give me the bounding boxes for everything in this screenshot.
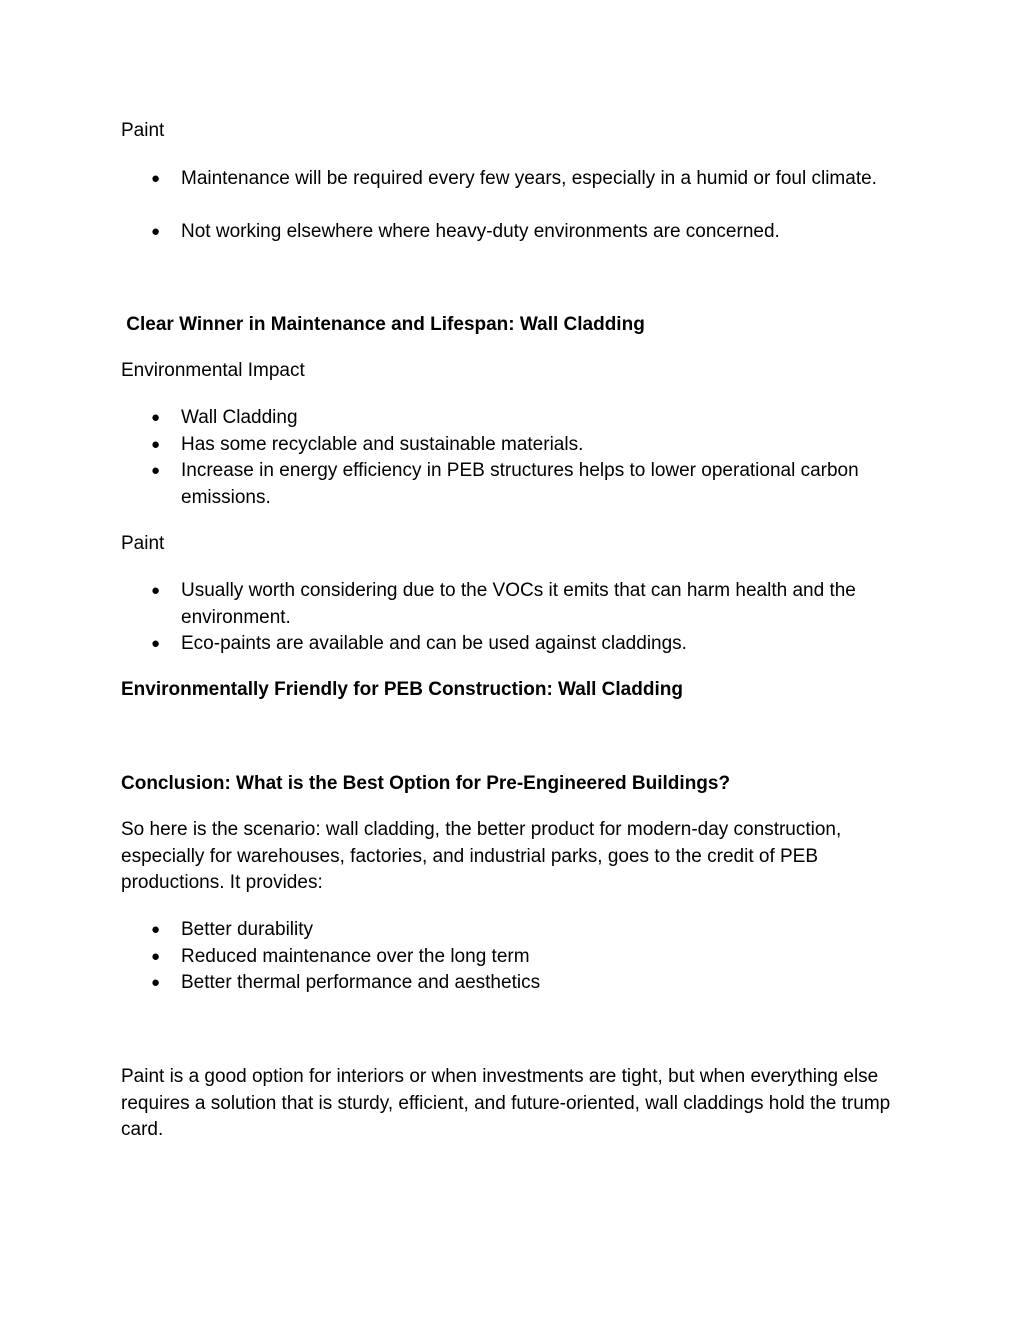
section-heading-paint: Paint xyxy=(121,120,165,141)
conclusion-heading: Conclusion: What is the Best Option for Pre-Engineered Buildings? xyxy=(121,773,731,794)
list-item: Better durability xyxy=(181,919,314,940)
list-item: Not working elsewhere where heavy-duty environments are concerned. xyxy=(181,221,780,242)
bullet-icon: ● xyxy=(151,635,161,652)
section-heading-environmental-impact: Environmental Impact xyxy=(121,360,305,381)
bullet-icon: ● xyxy=(151,170,161,187)
list-item: Maintenance will be required every few years, especially in a humid or foul climate. xyxy=(181,168,877,189)
winner-maintenance-heading: Clear Winner in Maintenance and Lifespan: Wall Cladding xyxy=(121,314,645,335)
bullet-icon: ● xyxy=(151,921,161,938)
bullet-icon: ● xyxy=(151,436,161,453)
list-item: Has some recyclable and sustainable materials. xyxy=(181,434,584,455)
list-item: Better thermal performance and aesthetics xyxy=(181,972,541,993)
list-item: Usually worth considering due to the VOCs it emits that can harm health and the environment. xyxy=(181,580,856,628)
bullet-icon: ● xyxy=(151,223,161,240)
bullet-icon: ● xyxy=(151,948,161,965)
section-heading-paint: Paint xyxy=(121,533,165,554)
winner-environment-heading: Environmentally Friendly for PEB Construction: Wall Cladding xyxy=(121,679,683,700)
bullet-icon: ● xyxy=(151,462,161,479)
conclusion-closing: Paint is a good option for interiors or when investments are tight, but when everything else requires a solution that is sturdy, efficient, and future-oriented, wall claddings hold the trump card. xyxy=(121,1066,891,1140)
bullet-icon: ● xyxy=(151,409,161,426)
conclusion-intro: So here is the scenario: wall cladding, the better product for modern-day construction, especially for warehouses, factories, and industrial parks, goes to the credit of PEB productions. It provides: xyxy=(121,819,842,893)
list-item: Wall Cladding xyxy=(181,407,298,428)
list-item: Increase in energy efficiency in PEB structures helps to lower operational carbon emissions. xyxy=(181,460,859,508)
list-item: Eco-paints are available and can be used against claddings. xyxy=(181,633,687,654)
bullet-icon: ● xyxy=(151,974,161,991)
bullet-icon: ● xyxy=(151,582,161,599)
list-item: Reduced maintenance over the long term xyxy=(181,946,530,967)
